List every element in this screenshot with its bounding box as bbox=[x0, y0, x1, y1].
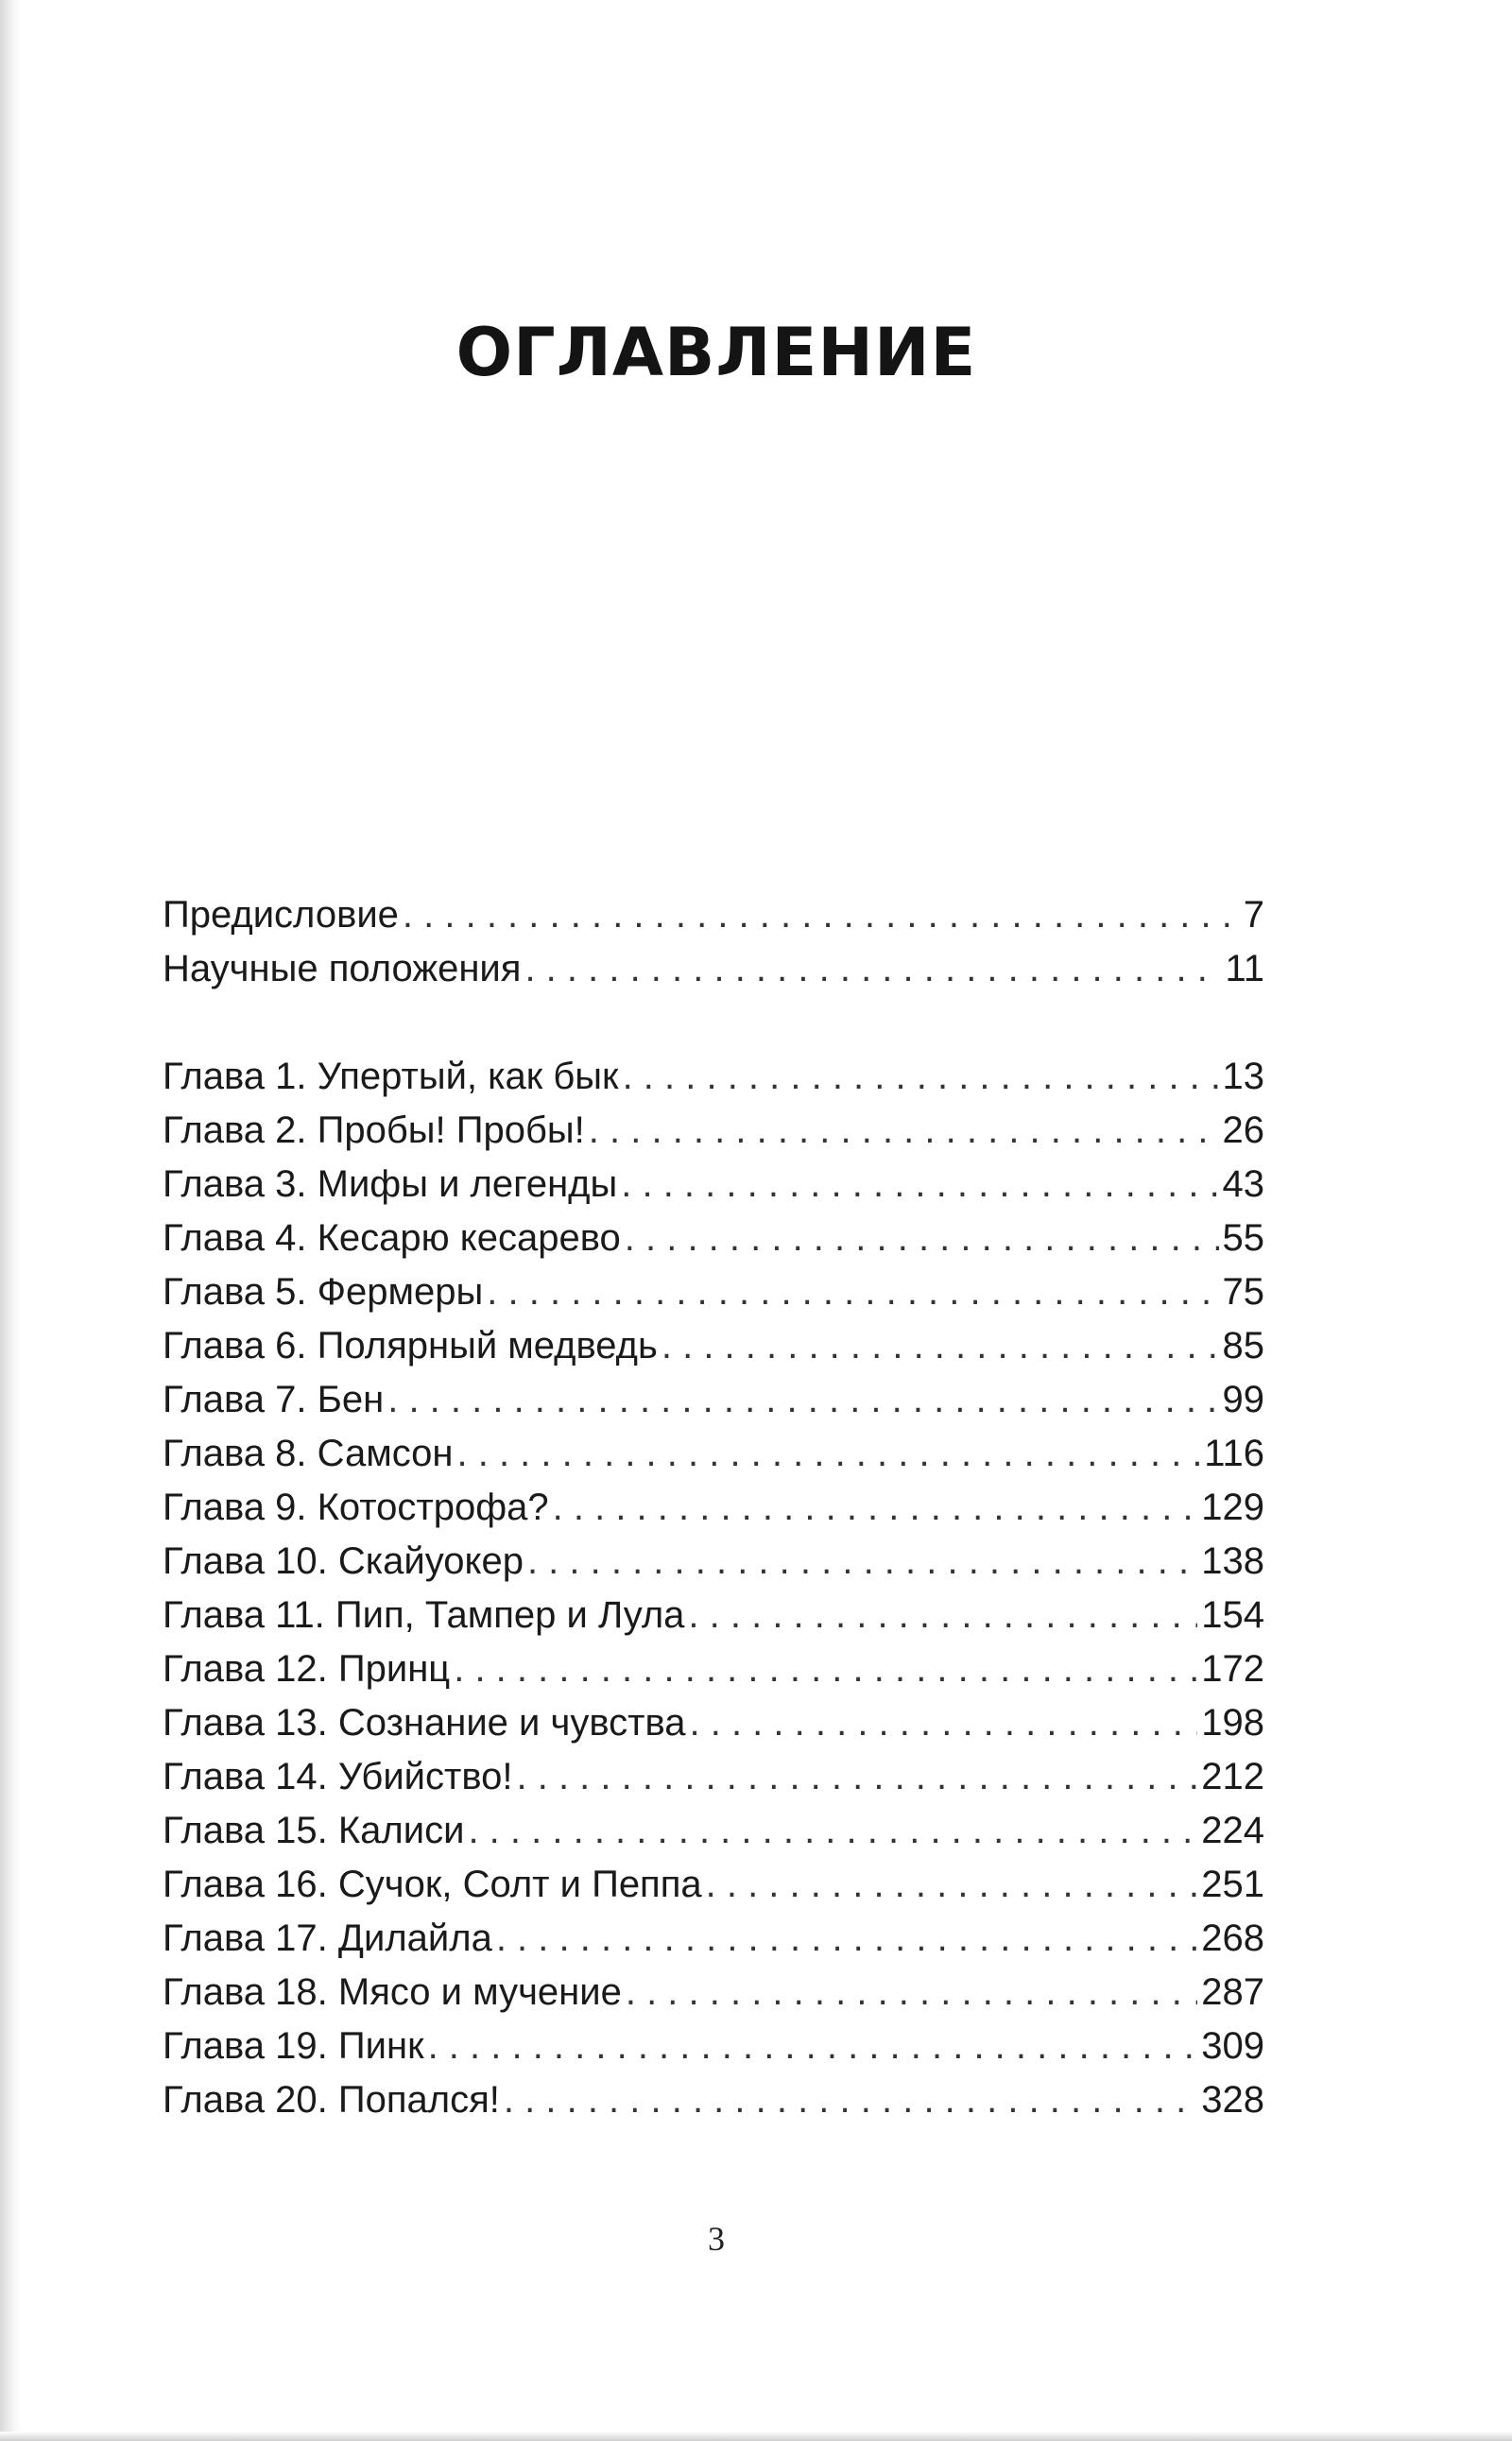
dot-leader bbox=[662, 1319, 1219, 1373]
toc-entry-title: Глава 2. Пробы! Пробы! bbox=[163, 1109, 585, 1151]
toc-entry-preface[interactable] bbox=[163, 888, 1264, 942]
toc-entry-title: Глава 10. Скайуокер bbox=[163, 1540, 524, 1582]
dot-leader bbox=[454, 1642, 1197, 1696]
toc-entry-page: 154 bbox=[1201, 1594, 1264, 1636]
dot-leader bbox=[589, 1104, 1219, 1158]
toc-entry-chapter-13[interactable] bbox=[163, 1696, 1264, 1750]
toc-entry-title: Глава 6. Полярный медведь bbox=[163, 1325, 658, 1367]
dot-leader bbox=[621, 1158, 1218, 1212]
toc-entry-title: Глава 13. Сознание и чувства bbox=[163, 1702, 686, 1744]
toc-entry-title: Глава 1. Упертый, как бык bbox=[163, 1056, 619, 1097]
toc-entry-page: 99 bbox=[1222, 1379, 1264, 1420]
toc-entry-page: 172 bbox=[1201, 1648, 1264, 1690]
toc-entry-page: 26 bbox=[1222, 1109, 1264, 1151]
page-number: 3 bbox=[708, 2220, 725, 2258]
toc-entry-chapter-12[interactable] bbox=[163, 1642, 1264, 1696]
dot-leader bbox=[387, 1373, 1218, 1427]
toc-entry-title: Глава 17. Дилайла bbox=[163, 1917, 492, 1959]
toc-entry-title: Глава 8. Самсон bbox=[163, 1433, 454, 1474]
toc-entry-title: Глава 20. Попался! bbox=[163, 2079, 500, 2121]
toc-entry-page: 224 bbox=[1201, 1810, 1264, 1851]
toc-entry-chapter-11[interactable] bbox=[163, 1589, 1264, 1642]
dot-leader bbox=[625, 1212, 1219, 1265]
toc-entry-page: 198 bbox=[1201, 1702, 1264, 1744]
toc-entry-page: 268 bbox=[1201, 1917, 1264, 1959]
toc-entry-chapter-3[interactable] bbox=[163, 1158, 1264, 1212]
toc-entry-chapter-7[interactable] bbox=[163, 1373, 1264, 1427]
toc-entry-page: 138 bbox=[1201, 1540, 1264, 1582]
toc-entry-page: 328 bbox=[1201, 2079, 1264, 2121]
toc-entry-title: Предисловие bbox=[163, 894, 399, 936]
dot-leader bbox=[706, 1858, 1198, 1912]
dot-leader bbox=[504, 2073, 1197, 2127]
toc-entry-page: 13 bbox=[1222, 1056, 1264, 1097]
toc-entry-title: Глава 5. Фермеры bbox=[163, 1271, 484, 1313]
toc-entry-page: 75 bbox=[1222, 1271, 1264, 1313]
toc-entry-page: 251 bbox=[1201, 1864, 1264, 1905]
toc-entry-title: Глава 11. Пип, Тампер и Лула bbox=[163, 1594, 685, 1636]
dot-leader bbox=[623, 1050, 1219, 1104]
toc-entry-chapter-17[interactable] bbox=[163, 1912, 1264, 1966]
toc-entry-chapter-20[interactable] bbox=[163, 2073, 1264, 2127]
dot-leader bbox=[496, 1912, 1197, 1966]
toc-entry-page: 11 bbox=[1225, 948, 1264, 989]
toc-entry-title: Глава 18. Мясо и мучение bbox=[163, 1971, 622, 2013]
dot-leader bbox=[553, 1481, 1198, 1535]
toc-entry-title: Глава 14. Убийство! bbox=[163, 1756, 513, 1797]
toc-entry-title: Глава 7. Бен bbox=[163, 1379, 385, 1420]
table-of-contents bbox=[163, 888, 1264, 2127]
toc-entry-chapter-15[interactable] bbox=[163, 1804, 1264, 1858]
toc-entry-title: Глава 4. Кесарю кесарево bbox=[163, 1217, 621, 1259]
dot-leader bbox=[457, 1427, 1201, 1481]
dot-leader bbox=[626, 1966, 1197, 2020]
dot-leader bbox=[690, 1696, 1198, 1750]
toc-entry-page: 85 bbox=[1222, 1325, 1264, 1367]
toc-entry-title: Глава 9. Котострофа? bbox=[163, 1487, 549, 1528]
toc-entry-chapter-18[interactable] bbox=[163, 1966, 1264, 2020]
toc-entry-title: Глава 16. Сучок, Солт и Пеппа bbox=[163, 1864, 702, 1905]
toc-entry-page: 7 bbox=[1243, 894, 1264, 936]
toc-entry-page: 43 bbox=[1222, 1163, 1264, 1205]
toc-entry-page: 309 bbox=[1201, 2025, 1264, 2067]
toc-entry-page: 287 bbox=[1201, 1971, 1264, 2013]
toc-entry-page: 55 bbox=[1222, 1217, 1264, 1259]
toc-entry-page: 212 bbox=[1201, 1756, 1264, 1797]
toc-entry-chapter-4[interactable] bbox=[163, 1212, 1264, 1265]
dot-leader bbox=[524, 942, 1221, 996]
toc-entry-chapter-9[interactable] bbox=[163, 1481, 1264, 1535]
toc-entry-chapter-10[interactable] bbox=[163, 1535, 1264, 1589]
toc-entry-chapter-8[interactable] bbox=[163, 1427, 1264, 1481]
toc-entry-title: Глава 12. Принц bbox=[163, 1648, 451, 1690]
toc-entry-title: Глава 3. Мифы и легенды bbox=[163, 1163, 618, 1205]
dot-leader bbox=[468, 1804, 1197, 1858]
dot-leader bbox=[428, 2020, 1198, 2073]
toc-entry-chapter-2[interactable] bbox=[163, 1104, 1264, 1158]
toc-entry-title: Научные положения bbox=[163, 948, 522, 989]
toc-entry-chapter-5[interactable] bbox=[163, 1265, 1264, 1319]
toc-entry-chapter-16[interactable] bbox=[163, 1858, 1264, 1912]
page-title: ОГЛАВЛЕНИЕ bbox=[455, 314, 977, 391]
toc-entry-title: Глава 19. Пинк bbox=[163, 2025, 424, 2067]
toc-entry-scientific-principles[interactable] bbox=[163, 942, 1264, 996]
toc-entry-page: 116 bbox=[1204, 1433, 1264, 1474]
dot-leader bbox=[688, 1589, 1197, 1642]
dot-leader bbox=[527, 1535, 1197, 1589]
dot-leader bbox=[403, 888, 1240, 942]
page-bottom-edge bbox=[0, 2432, 1512, 2441]
toc-entry-page: 129 bbox=[1201, 1487, 1264, 1528]
dot-leader bbox=[487, 1265, 1218, 1319]
toc-entry-chapter-14[interactable] bbox=[163, 1750, 1264, 1804]
toc-entry-chapter-1[interactable] bbox=[163, 1050, 1264, 1104]
toc-entry-chapter-6[interactable] bbox=[163, 1319, 1264, 1373]
dot-leader bbox=[517, 1750, 1198, 1804]
toc-entry-title: Глава 15. Калиси bbox=[163, 1810, 465, 1851]
toc-entry-chapter-19[interactable] bbox=[163, 2020, 1264, 2073]
